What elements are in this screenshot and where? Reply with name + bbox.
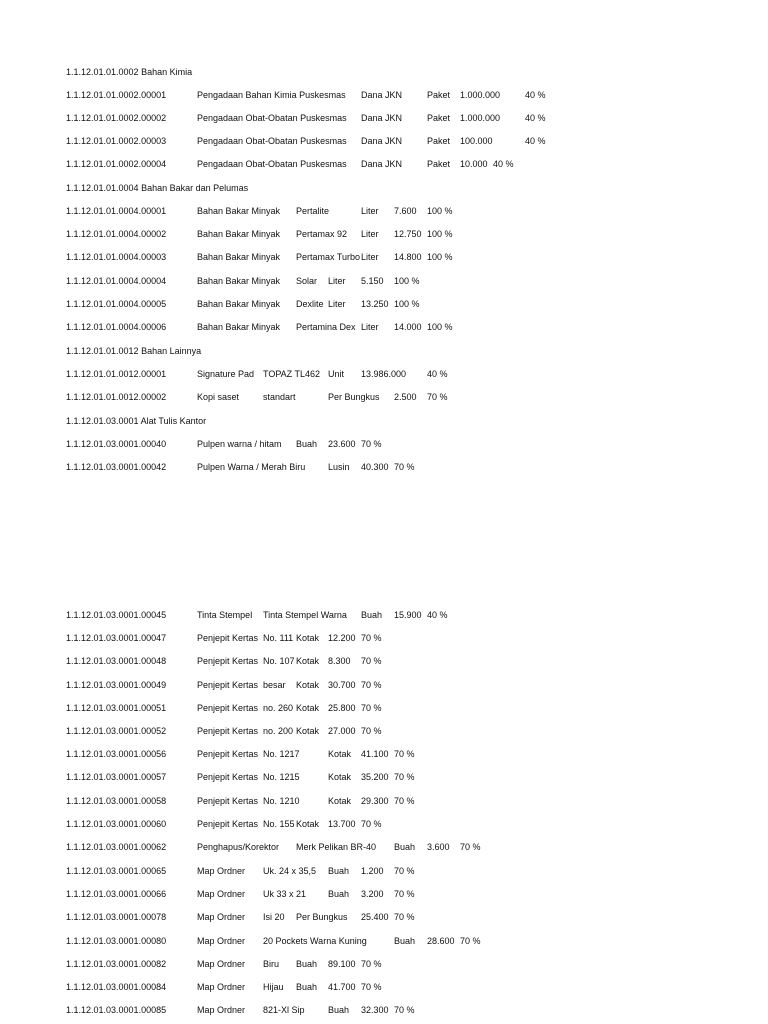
table-row — [0, 608, 768, 622]
item-unit: Kotak — [328, 796, 352, 806]
item-name: Bahan Bakar Minyak — [197, 206, 281, 216]
item-code: 1.1.12.01.01.0004.00004 — [66, 276, 167, 286]
item-code: 1.1.12.01.01.0004.00002 — [66, 229, 167, 239]
item-code: 1.1.12.01.03.0001.00084 — [66, 982, 167, 992]
item-name: Map Ordner — [197, 982, 246, 992]
item-spec: No. 1217 — [263, 749, 300, 759]
item-price: 1.200 — [361, 866, 384, 876]
item-name: Penjepit Kertas — [197, 796, 259, 806]
item-percent: 70 % — [361, 680, 382, 690]
table-row — [0, 817, 768, 831]
item-unit: Kotak — [296, 703, 320, 713]
item-unit: Kotak — [296, 633, 320, 643]
item-code: 1.1.12.01.01.0012 Bahan Lainnya — [66, 346, 202, 356]
item-name: Map Ordner — [197, 912, 246, 922]
item-unit: Liter — [361, 322, 379, 332]
item-unit: Liter — [361, 229, 379, 239]
item-unit: Kotak — [296, 726, 320, 736]
table-row — [0, 204, 768, 218]
item-percent: 70 % — [394, 772, 415, 782]
item-price: 32.300 — [361, 1005, 389, 1015]
item-spec: Pertamax 92 — [296, 229, 348, 239]
item-code: 1.1.12.01.03.0001.00082 — [66, 959, 167, 969]
item-percent: 70 % — [427, 392, 448, 402]
item-spec: standart — [263, 392, 296, 402]
item-spec: Hijau — [263, 982, 284, 992]
item-spec: Dexlite — [296, 299, 324, 309]
item-price: 35.200 — [361, 772, 389, 782]
item-percent: 100 % — [394, 299, 420, 309]
item-spec: Merk Pelikan BR-40 — [296, 842, 377, 852]
table-row — [0, 134, 768, 148]
item-price: 10.000 — [460, 159, 488, 169]
item-price: 1.000.000 — [460, 90, 501, 100]
item-name: Penjepit Kertas — [197, 749, 259, 759]
item-percent: 40 % — [525, 113, 546, 123]
item-price: 13.986.000 — [361, 369, 407, 379]
item-name: Bahan Bakar Minyak — [197, 229, 281, 239]
item-spec: Dana JKN — [361, 113, 403, 123]
item-code: 1.1.12.01.03.0001.00047 — [66, 633, 167, 643]
group-header — [0, 414, 768, 428]
item-percent: 100 % — [427, 322, 453, 332]
item-spec: Dana JKN — [361, 136, 403, 146]
item-spec: Pertamax Turbo — [296, 252, 361, 262]
item-price: 8.300 — [328, 656, 351, 666]
item-unit: Buah — [296, 439, 318, 449]
table-row — [0, 887, 768, 901]
table-row — [0, 437, 768, 451]
item-percent: 70 % — [361, 819, 382, 829]
item-percent: 70 % — [361, 656, 382, 666]
item-price: 23.600 — [328, 439, 356, 449]
item-code: 1.1.12.01.01.0004.00005 — [66, 299, 167, 309]
item-spec: No. 155 — [263, 819, 295, 829]
item-spec: Uk. 24 x 35,5 — [263, 866, 317, 876]
item-unit: Buah — [328, 1005, 350, 1015]
item-name: Penjepit Kertas — [197, 772, 259, 782]
item-code: 1.1.12.01.03.0001 Alat Tulis Kantor — [66, 416, 207, 426]
item-percent: 100 % — [427, 206, 453, 216]
item-code: 1.1.12.01.03.0001.00078 — [66, 912, 167, 922]
item-unit: Kotak — [296, 819, 320, 829]
item-percent: 70 % — [460, 936, 481, 946]
item-name: Bahan Bakar Minyak — [197, 252, 281, 262]
item-price: 3.600 — [427, 842, 450, 852]
item-unit: Kotak — [296, 680, 320, 690]
item-price: 14.800 — [394, 252, 422, 262]
item-percent: 100 % — [394, 276, 420, 286]
item-code: 1.1.12.01.03.0001.00085 — [66, 1005, 167, 1015]
item-spec: No. 1210 — [263, 796, 300, 806]
item-code: 1.1.12.01.01.0004.00001 — [66, 206, 167, 216]
item-unit: Kotak — [328, 749, 352, 759]
item-spec: No. 111 — [263, 633, 294, 643]
table-row — [0, 320, 768, 334]
item-code: 1.1.12.01.01.0002.00002 — [66, 113, 167, 123]
item-percent: 70 % — [394, 912, 415, 922]
item-spec: 821-Xl Sip — [263, 1005, 305, 1015]
item-name: Penghapus/Korektor — [197, 842, 280, 852]
group-header — [0, 65, 768, 79]
item-percent: 100 % — [427, 229, 453, 239]
item-code: 1.1.12.01.01.0002.00004 — [66, 159, 167, 169]
item-percent: 40 % — [525, 136, 546, 146]
item-percent: 70 % — [361, 726, 382, 736]
item-price: 41.100 — [361, 749, 389, 759]
item-unit: Liter — [361, 252, 379, 262]
item-price: 13.700 — [328, 819, 356, 829]
item-name: Pengadaan Obat-Obatan Puskesmas — [197, 159, 347, 169]
item-price: 12.750 — [394, 229, 422, 239]
item-name: Penjepit Kertas — [197, 819, 259, 829]
item-spec: Solar — [296, 276, 318, 286]
item-code: 1.1.12.01.03.0001.00040 — [66, 439, 167, 449]
item-percent: 70 % — [394, 462, 415, 472]
item-name: Tinta Stempel — [197, 610, 253, 620]
table-row — [0, 770, 768, 784]
item-code: 1.1.12.01.03.0001.00065 — [66, 866, 167, 876]
table-row — [0, 390, 768, 404]
item-price: 28.600 — [427, 936, 455, 946]
item-spec: besar — [263, 680, 286, 690]
item-name: Bahan Bakar Minyak — [197, 299, 281, 309]
item-percent: 40 % — [427, 610, 448, 620]
item-name: Pulpen Warna / Merah Biru — [197, 462, 306, 472]
item-code: 1.1.12.01.03.0001.00057 — [66, 772, 167, 782]
item-percent: 70 % — [460, 842, 481, 852]
item-spec: Pertalite — [296, 206, 330, 216]
item-name: Signature Pad — [197, 369, 255, 379]
item-code: 1.1.12.01.01.0004.00003 — [66, 252, 167, 262]
item-name: Penjepit Kertas — [197, 703, 259, 713]
item-spec: 20 Pockets Warna Kuning — [263, 936, 367, 946]
item-unit: Paket — [427, 136, 451, 146]
item-code: 1.1.12.01.03.0001.00045 — [66, 610, 167, 620]
table-row — [0, 701, 768, 715]
item-unit: Per Bungkus — [296, 912, 348, 922]
item-unit: Buah — [394, 842, 416, 852]
item-code: 1.1.12.01.03.0001.00058 — [66, 796, 167, 806]
item-price: 27.000 — [328, 726, 356, 736]
table-row — [0, 957, 768, 971]
item-code: 1.1.12.01.01.0002 Bahan Kimia — [66, 67, 193, 77]
item-unit: Paket — [427, 90, 451, 100]
item-percent: 70 % — [361, 959, 382, 969]
table-row — [0, 250, 768, 264]
item-unit: Unit — [328, 369, 345, 379]
item-price: 1.000.000 — [460, 113, 501, 123]
item-code: 1.1.12.01.03.0001.00048 — [66, 656, 167, 666]
item-code: 1.1.12.01.01.0002.00001 — [66, 90, 167, 100]
item-name: Bahan Bakar Minyak — [197, 322, 281, 332]
table-row — [0, 840, 768, 854]
item-unit: Kotak — [328, 772, 352, 782]
item-unit: Buah — [328, 866, 350, 876]
item-spec: no. 200 — [263, 726, 294, 736]
item-price: 5.150 — [361, 276, 384, 286]
item-code: 1.1.12.01.01.0012.00002 — [66, 392, 167, 402]
item-spec: Isi 20 — [263, 912, 285, 922]
item-code: 1.1.12.01.01.0012.00001 — [66, 369, 167, 379]
item-name: Penjepit Kertas — [197, 726, 259, 736]
item-spec: Dana JKN — [361, 90, 403, 100]
item-percent: 40 % — [525, 90, 546, 100]
table-row — [0, 460, 768, 474]
item-percent: 70 % — [394, 1005, 415, 1015]
item-code: 1.1.12.01.01.0004.00006 — [66, 322, 167, 332]
item-price: 29.300 — [361, 796, 389, 806]
table-row — [0, 111, 768, 125]
item-name: Map Ordner — [197, 936, 246, 946]
item-code: 1.1.12.01.01.0002.00003 — [66, 136, 167, 146]
item-price: 41.700 — [328, 982, 356, 992]
table-row — [0, 631, 768, 645]
item-unit: Buah — [328, 889, 350, 899]
item-spec: TOPAZ TL462 — [263, 369, 321, 379]
item-unit: Liter — [328, 276, 346, 286]
item-code: 1.1.12.01.03.0001.00066 — [66, 889, 167, 899]
item-price: 13.250 — [361, 299, 389, 309]
item-code: 1.1.12.01.03.0001.00052 — [66, 726, 167, 736]
table-row — [0, 367, 768, 381]
table-row — [0, 227, 768, 241]
item-name: Penjepit Kertas — [197, 633, 259, 643]
item-unit: Kotak — [296, 656, 320, 666]
item-price: 89.100 — [328, 959, 356, 969]
item-price: 3.200 — [361, 889, 384, 899]
group-header — [0, 344, 768, 358]
item-percent: 70 % — [394, 749, 415, 759]
item-price: 100.000 — [460, 136, 493, 146]
table-row — [0, 157, 768, 171]
item-spec: Uk 33 x 21 — [263, 889, 307, 899]
table-row — [0, 724, 768, 738]
item-name: Map Ordner — [197, 959, 246, 969]
item-code: 1.1.12.01.01.0004 Bahan Bakar dan Pelumas — [66, 183, 249, 193]
table-row — [0, 654, 768, 668]
item-name: Pengadaan Obat-Obatan Puskesmas — [197, 113, 347, 123]
item-price: 30.700 — [328, 680, 356, 690]
item-name: Map Ordner — [197, 889, 246, 899]
item-spec: Tinta Stempel Warna — [263, 610, 347, 620]
table-row — [0, 864, 768, 878]
item-percent: 70 % — [394, 866, 415, 876]
item-price: 14.000 — [394, 322, 422, 332]
table-row — [0, 934, 768, 948]
item-price: 7.600 — [394, 206, 417, 216]
group-header — [0, 181, 768, 195]
table-row — [0, 297, 768, 311]
item-price: 40.300 — [361, 462, 389, 472]
item-unit: Buah — [296, 959, 318, 969]
item-name: Map Ordner — [197, 866, 246, 876]
item-unit: Lusin — [328, 462, 350, 472]
item-spec: Pertamina Dex — [296, 322, 356, 332]
item-unit: Paket — [427, 159, 451, 169]
item-percent: 40 % — [427, 369, 448, 379]
item-spec: Biru — [263, 959, 280, 969]
item-name: Penjepit Kertas — [197, 656, 259, 666]
item-percent: 70 % — [361, 439, 382, 449]
item-percent: 100 % — [427, 252, 453, 262]
item-name: Kopi saset — [197, 392, 240, 402]
item-name: Pengadaan Obat-Obatan Puskesmas — [197, 136, 347, 146]
item-unit: Buah — [296, 982, 318, 992]
item-name: Map Ordner — [197, 1005, 246, 1015]
item-code: 1.1.12.01.03.0001.00056 — [66, 749, 167, 759]
table-row — [0, 274, 768, 288]
item-percent: 70 % — [394, 889, 415, 899]
item-code: 1.1.12.01.03.0001.00060 — [66, 819, 167, 829]
item-name: Pulpen warna / hitam — [197, 439, 282, 449]
item-percent: 70 % — [361, 633, 382, 643]
table-row — [0, 910, 768, 924]
item-code: 1.1.12.01.03.0001.00049 — [66, 680, 167, 690]
item-price: 25.800 — [328, 703, 356, 713]
item-spec: No. 107 — [263, 656, 295, 666]
item-code: 1.1.12.01.03.0001.00062 — [66, 842, 167, 852]
item-unit: Paket — [427, 113, 451, 123]
table-row — [0, 678, 768, 692]
item-code: 1.1.12.01.03.0001.00080 — [66, 936, 167, 946]
item-unit: Buah — [394, 936, 416, 946]
item-spec: Dana JKN — [361, 159, 403, 169]
item-unit: Liter — [361, 206, 379, 216]
table-row — [0, 794, 768, 808]
item-name: Penjepit Kertas — [197, 680, 259, 690]
item-price: 2.500 — [394, 392, 417, 402]
table-row — [0, 1003, 768, 1017]
item-name: Bahan Bakar Minyak — [197, 276, 281, 286]
item-percent: 70 % — [394, 796, 415, 806]
item-code: 1.1.12.01.03.0001.00051 — [66, 703, 167, 713]
item-price: 25.400 — [361, 912, 389, 922]
item-unit: Buah — [361, 610, 383, 620]
item-price: 12.200 — [328, 633, 356, 643]
table-row — [0, 747, 768, 761]
item-unit: Liter — [328, 299, 346, 309]
item-price: 15.900 — [394, 610, 422, 620]
item-name: Pengadaan Bahan Kimia Puskesmas — [197, 90, 346, 100]
table-row — [0, 88, 768, 102]
item-percent: 40 % — [493, 159, 514, 169]
item-unit: Per Bungkus — [328, 392, 380, 402]
item-code: 1.1.12.01.03.0001.00042 — [66, 462, 167, 472]
item-percent: 70 % — [361, 982, 382, 992]
item-percent: 70 % — [361, 703, 382, 713]
table-row — [0, 980, 768, 994]
item-spec: No. 1215 — [263, 772, 300, 782]
item-spec: no. 260 — [263, 703, 294, 713]
